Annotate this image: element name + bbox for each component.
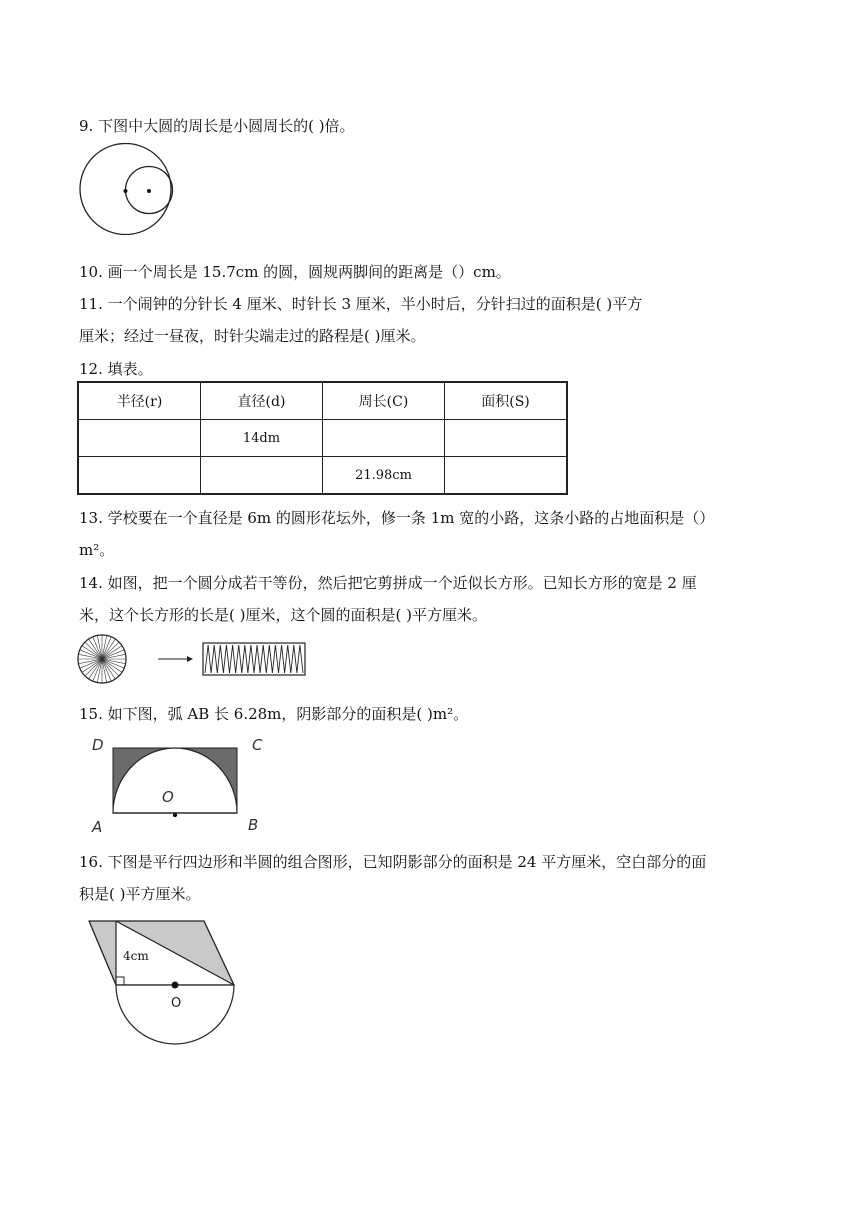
table-cell	[445, 420, 568, 457]
question-14-line-1: 14. 如图，把一个圆分成若干等份，然后把它剪拼成一个近似长方形。已知长方形的宽是 2 厘	[79, 574, 697, 592]
header-area: 面积(S)	[445, 382, 568, 420]
question-14-line-2: 米，这个长方形的长是( )厘米，这个圆的面积是( )平方厘米。	[79, 606, 487, 624]
question-12: 12. 填表。	[79, 360, 153, 378]
parallelogram-semicircle-figure	[86, 915, 246, 1047]
question-9: 9. 下图中大圆的周长是小圆周长的( )倍。	[79, 117, 355, 135]
table-cell	[78, 457, 201, 495]
semicircle-in-rectangle-figure	[86, 728, 276, 838]
label-a: A	[92, 818, 103, 836]
question-13-line-2: m²。	[79, 541, 115, 559]
table-row	[78, 457, 567, 495]
table-header-row	[78, 382, 567, 420]
header-radius: 半径(r)	[78, 382, 201, 420]
table-cell	[78, 420, 201, 457]
question-16-line-2: 积是( )平方厘米。	[79, 885, 201, 903]
question-15: 15. 如下图，弧 AB 长 6.28m，阴影部分的面积是( )m²。	[79, 705, 469, 723]
table-cell: 21.98cm	[323, 457, 445, 495]
two-circles-figure	[78, 143, 178, 235]
question-11-line-1: 11. 一个闹钟的分针长 4 厘米、时针长 3 厘米，半小时后，分针扫过的面积是( )平方	[79, 295, 643, 313]
fill-table	[77, 381, 568, 495]
question-13-line-1: 13. 学校要在一个直径是 6m 的圆形花坛外，修一条 1m 宽的小路，这条小路的占地面积是（）	[79, 509, 715, 527]
question-16-line-1: 16. 下图是平行四边形和半圆的组合图形，已知阴影部分的面积是 24 平方厘米，空白部分的面	[79, 853, 707, 871]
label-d: D	[92, 736, 104, 754]
question-10: 10. 画一个周长是 15.7cm 的圆，圆规两脚间的距离是（）cm。	[79, 263, 511, 281]
header-circumference: 周长(C)	[323, 382, 445, 420]
table-cell	[445, 457, 568, 495]
question-11-line-2: 厘米；经过一昼夜，时针尖端走过的路程是( )厘米。	[79, 327, 426, 345]
label-c: C	[252, 736, 263, 754]
table-row	[78, 420, 567, 457]
table-cell	[201, 457, 323, 495]
table-cell: 14dm	[201, 420, 323, 457]
center-label: O	[171, 996, 182, 1011]
height-label: 4cm	[123, 949, 149, 963]
circle-to-rectangle-figure	[76, 633, 316, 685]
label-o: O	[162, 788, 174, 806]
table-cell	[323, 420, 445, 457]
approximate-rectangle	[205, 645, 303, 673]
label-b: B	[248, 816, 259, 834]
header-diameter: 直径(d)	[201, 382, 323, 420]
